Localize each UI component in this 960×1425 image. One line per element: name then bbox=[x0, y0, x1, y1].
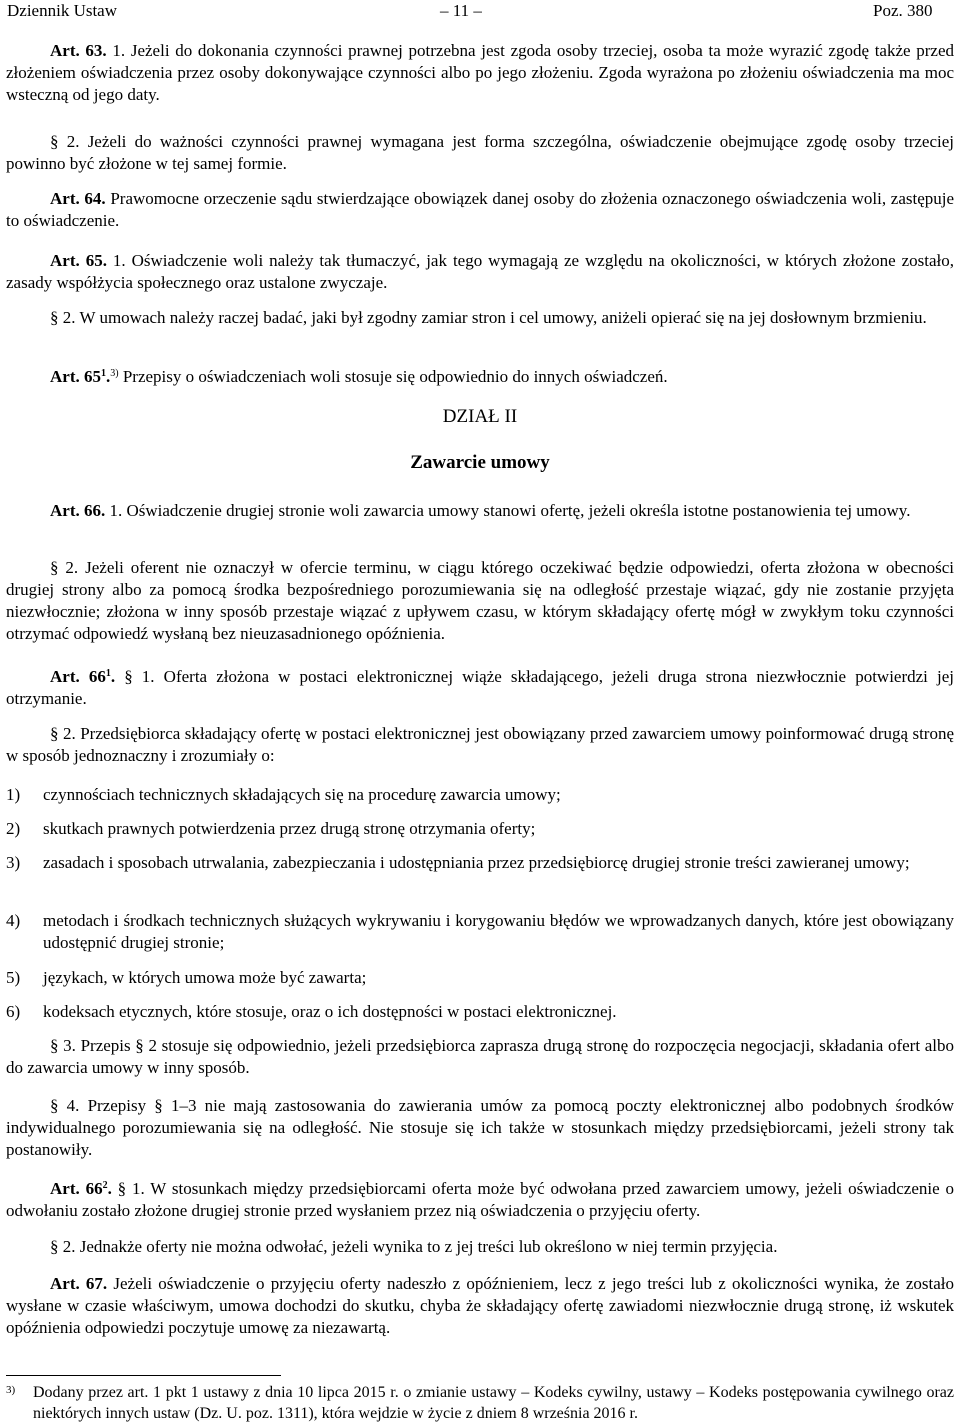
art-63-par-1 bbox=[6, 40, 954, 106]
article-label: Art. 66. bbox=[50, 501, 106, 520]
paragraph-number: § 1. bbox=[117, 1179, 145, 1198]
footnote-text: Dodany przez art. 1 pkt 1 ustawy z dnia 10 lipca 2015 r. o zmianie ustawy – Kodeks cywilny, ustawy – Kodeks postępowania cywilnego oraz niektórych innych ustaw (Dz. U. poz. 1311), która wejdzie w życie z dniem 8 września 2016 r. bbox=[33, 1384, 954, 1422]
paragraph-text: Przepis § 2 stosuje się odpowiednio, jeżeli przedsiębiorca zaprasza drugą stronę do rozpoczęcia negocjacji, składania ofert albo do zawarcia umowy w inny sposób. bbox=[6, 1036, 954, 1077]
paragraph-text: Jeżeli do ważności czynności prawnej wymagana jest forma szczególna, oświadczenie obejmujące zgodę osoby trzeciej powinno być złożone w tej samej formie. bbox=[6, 132, 954, 173]
article-label: Art. $65^1$. bbox=[50, 367, 111, 386]
division-title: DZIAŁ II bbox=[442, 406, 518, 427]
paragraph-text: Przedsiębiorca składający ofertę w postaci elektronicznej jest obowiązany przed zawarciem umowy poinformować drugą stronę w sposób jednoznaczny i zrozumiały o: bbox=[6, 724, 955, 765]
paragraph-number: 1. bbox=[112, 251, 126, 270]
paragraph-text: Jeżeli oferent nie oznaczył w ofercie terminu, w ciągu którego oczekiwać będzie odpowiedzi, oferta złożona w obecności drugiej strony albo za pomocą środka bezpośredniego porozumiewania się na odległość przestaje wiązać, gdy nie zostanie przyjęta niezwłocznie; złożona w inny sposób przestaje wiązać z upływem czasu, w którym składający ofertę mógł w zwykłym toku czynności otrzymać odpowiedź wysłaną bez nieuzasadnionego opóźnienia. bbox=[6, 558, 955, 643]
journal-name: Dziennik Ustaw bbox=[7, 1, 118, 20]
art-67 bbox=[6, 1273, 954, 1339]
paragraph-text: Oświadczenie drugiej stronie woli zawarcia umowy stanowi ofertę, jeżeli określa istotne postanowienia tej umowy. bbox=[126, 501, 911, 520]
paragraph-number: 1. bbox=[109, 501, 123, 520]
art-66-1-par-2 bbox=[6, 723, 954, 767]
paragraph-text: Oświadczenie woli należy tak tłumaczyć, jak tego wymagają ze względu na okoliczności, w których złożone zostało, zasady współżycia społecznego oraz ustalone zwyczaje. bbox=[6, 251, 955, 292]
art-66-2-par-2 bbox=[6, 1236, 954, 1258]
list-item: 4) metodach i środkach technicznych służących wykrywaniu i korygowaniu błędów we wprowadzanych danych, które jest obowiązany udostępnić drugiej stronie; bbox=[6, 911, 954, 952]
article-label: Art. 65. bbox=[50, 251, 107, 270]
paragraph-number: § 2. bbox=[50, 724, 76, 743]
art-64 bbox=[6, 188, 954, 232]
paragraph-number: § 4. bbox=[50, 1096, 80, 1115]
footnote-mark: 3) bbox=[6, 1384, 16, 1396]
art-66-par-1 bbox=[6, 500, 954, 522]
article-label: Art. $66^2$. bbox=[50, 1179, 112, 1198]
paragraph-text: Jednakże oferty nie można odwołać, jeżeli wynika to z jej treści lub określono w niej termin przyjęcia. bbox=[79, 1237, 778, 1256]
paragraph-text: Oferta złożona w postaci elektronicznej wiąże składającego, jeżeli druga strona niezwłocznie potwierdzi jej otrzymanie. bbox=[6, 667, 955, 708]
art-66-1-par-3 bbox=[6, 1035, 954, 1079]
list-item: 5) językach, w których umowa może być zawarta; bbox=[6, 968, 367, 987]
art-65-par-2 bbox=[6, 307, 954, 329]
art-63-par-2 bbox=[6, 131, 954, 175]
paragraph-number: § 3. bbox=[50, 1036, 76, 1055]
paragraph-text: W stosunkach między przedsiębiorcami oferta może być odwołana przed zawarciem umowy, jeżeli oświadczenie o odwołaniu zostało złożone drugiej stronie przed wysłaniem przez nią oświadczenia o przyjęciu oferty. bbox=[6, 1179, 955, 1220]
art-66-1-par-4 bbox=[6, 1095, 954, 1161]
paragraph-text: Jeżeli do dokonania czynności prawnej potrzebna jest zgoda osoby trzeciej, osoba ta może wyrazić zgodę także przed złożeniem oświadczenia przez osoby dokonywające czynności albo po jego złożeniu. Zgoda wyrażona po złożeniu oświadczenia ma moc wsteczną od jego daty. bbox=[6, 41, 955, 104]
article-label: Art. $66^1$. bbox=[50, 667, 116, 686]
paragraph-number: § 2. bbox=[50, 308, 76, 327]
paragraph-text: Przepisy o oświadczeniach woli stosuje się odpowiednio do innych oświadczeń. bbox=[122, 367, 668, 386]
position-number: Poz. 380 bbox=[873, 1, 933, 20]
art-66-par-2 bbox=[6, 557, 954, 645]
footnote bbox=[6, 1382, 954, 1424]
art-65-1 bbox=[6, 366, 954, 388]
art-66-2-par-1 bbox=[6, 1178, 954, 1222]
paragraph-number: § 2. bbox=[50, 1237, 76, 1256]
paragraph-text: Przepisy § 1–3 nie mają zastosowania do zawierania umów za pomocą poczty elektronicznej albo podobnych środków indywidualnego porozumiewania się na odległość. Nie stosuje się ich także w stosunkach między przedsiębiorcami, jeżeli strony tak postanowiły. bbox=[6, 1096, 955, 1159]
list-item: 2) skutkach prawnych potwierdzenia przez drugą stronę otrzymania oferty; bbox=[6, 819, 536, 838]
paragraph-number: § 1. bbox=[124, 667, 155, 686]
paragraph-text: Prawomocne orzeczenie sądu stwierdzające obowiązek danej osoby do złożenia oznaczonego oświadczenia woli, zastępuje to oświadczenie. bbox=[6, 189, 955, 230]
article-label: Art. 64. bbox=[50, 189, 106, 208]
list-item: 1) czynnościach technicznych składających się na procedurę zawarcia umowy; bbox=[6, 785, 561, 804]
footnote-separator bbox=[6, 1375, 281, 1376]
page-number: – 11 – bbox=[440, 1, 482, 20]
paragraph-text: Jeżeli oświadczenie o przyjęciu oferty nadeszło z opóźnieniem, lecz z jego treści lub z okoliczności wynika, że zostało wysłane w czasie właściwym, umowa dochodzi do skutku, chyba że składający ofertę zawiadomi niezwłocznie drugą stronę, iż wskutek opóźnienia odpowiedzi poczytuje umowę za niezawartą. bbox=[6, 1274, 955, 1337]
paragraph-number: § 2. bbox=[50, 132, 80, 151]
list-item: 6) kodeksach etycznych, które stosuje, oraz o ich dostępności w postaci elektronicznej. bbox=[6, 1002, 617, 1021]
list-item: 3) zasadach i sposobach utrwalania, zabezpieczania i udostępniania przez przedsiębiorcę drugiej stronie treści zawieranej umowy; bbox=[6, 853, 910, 872]
article-label: Art. 67. bbox=[50, 1274, 108, 1293]
art-65-par-1 bbox=[6, 250, 954, 294]
paragraph-number: § 2. bbox=[50, 558, 79, 577]
paragraph-text: W umowach należy raczej badać, jaki był zgodny zamiar stron i cel umowy, aniżeli opierać się na jej dosłownym brzmieniu. bbox=[79, 308, 927, 327]
footnote-reference: 3) bbox=[110, 368, 119, 379]
article-label: Art. 63. bbox=[50, 41, 107, 60]
art-66-1-par-1 bbox=[6, 666, 954, 710]
paragraph-number: 1. bbox=[112, 41, 126, 60]
division-subtitle: Zawarcie umowy bbox=[410, 452, 550, 473]
